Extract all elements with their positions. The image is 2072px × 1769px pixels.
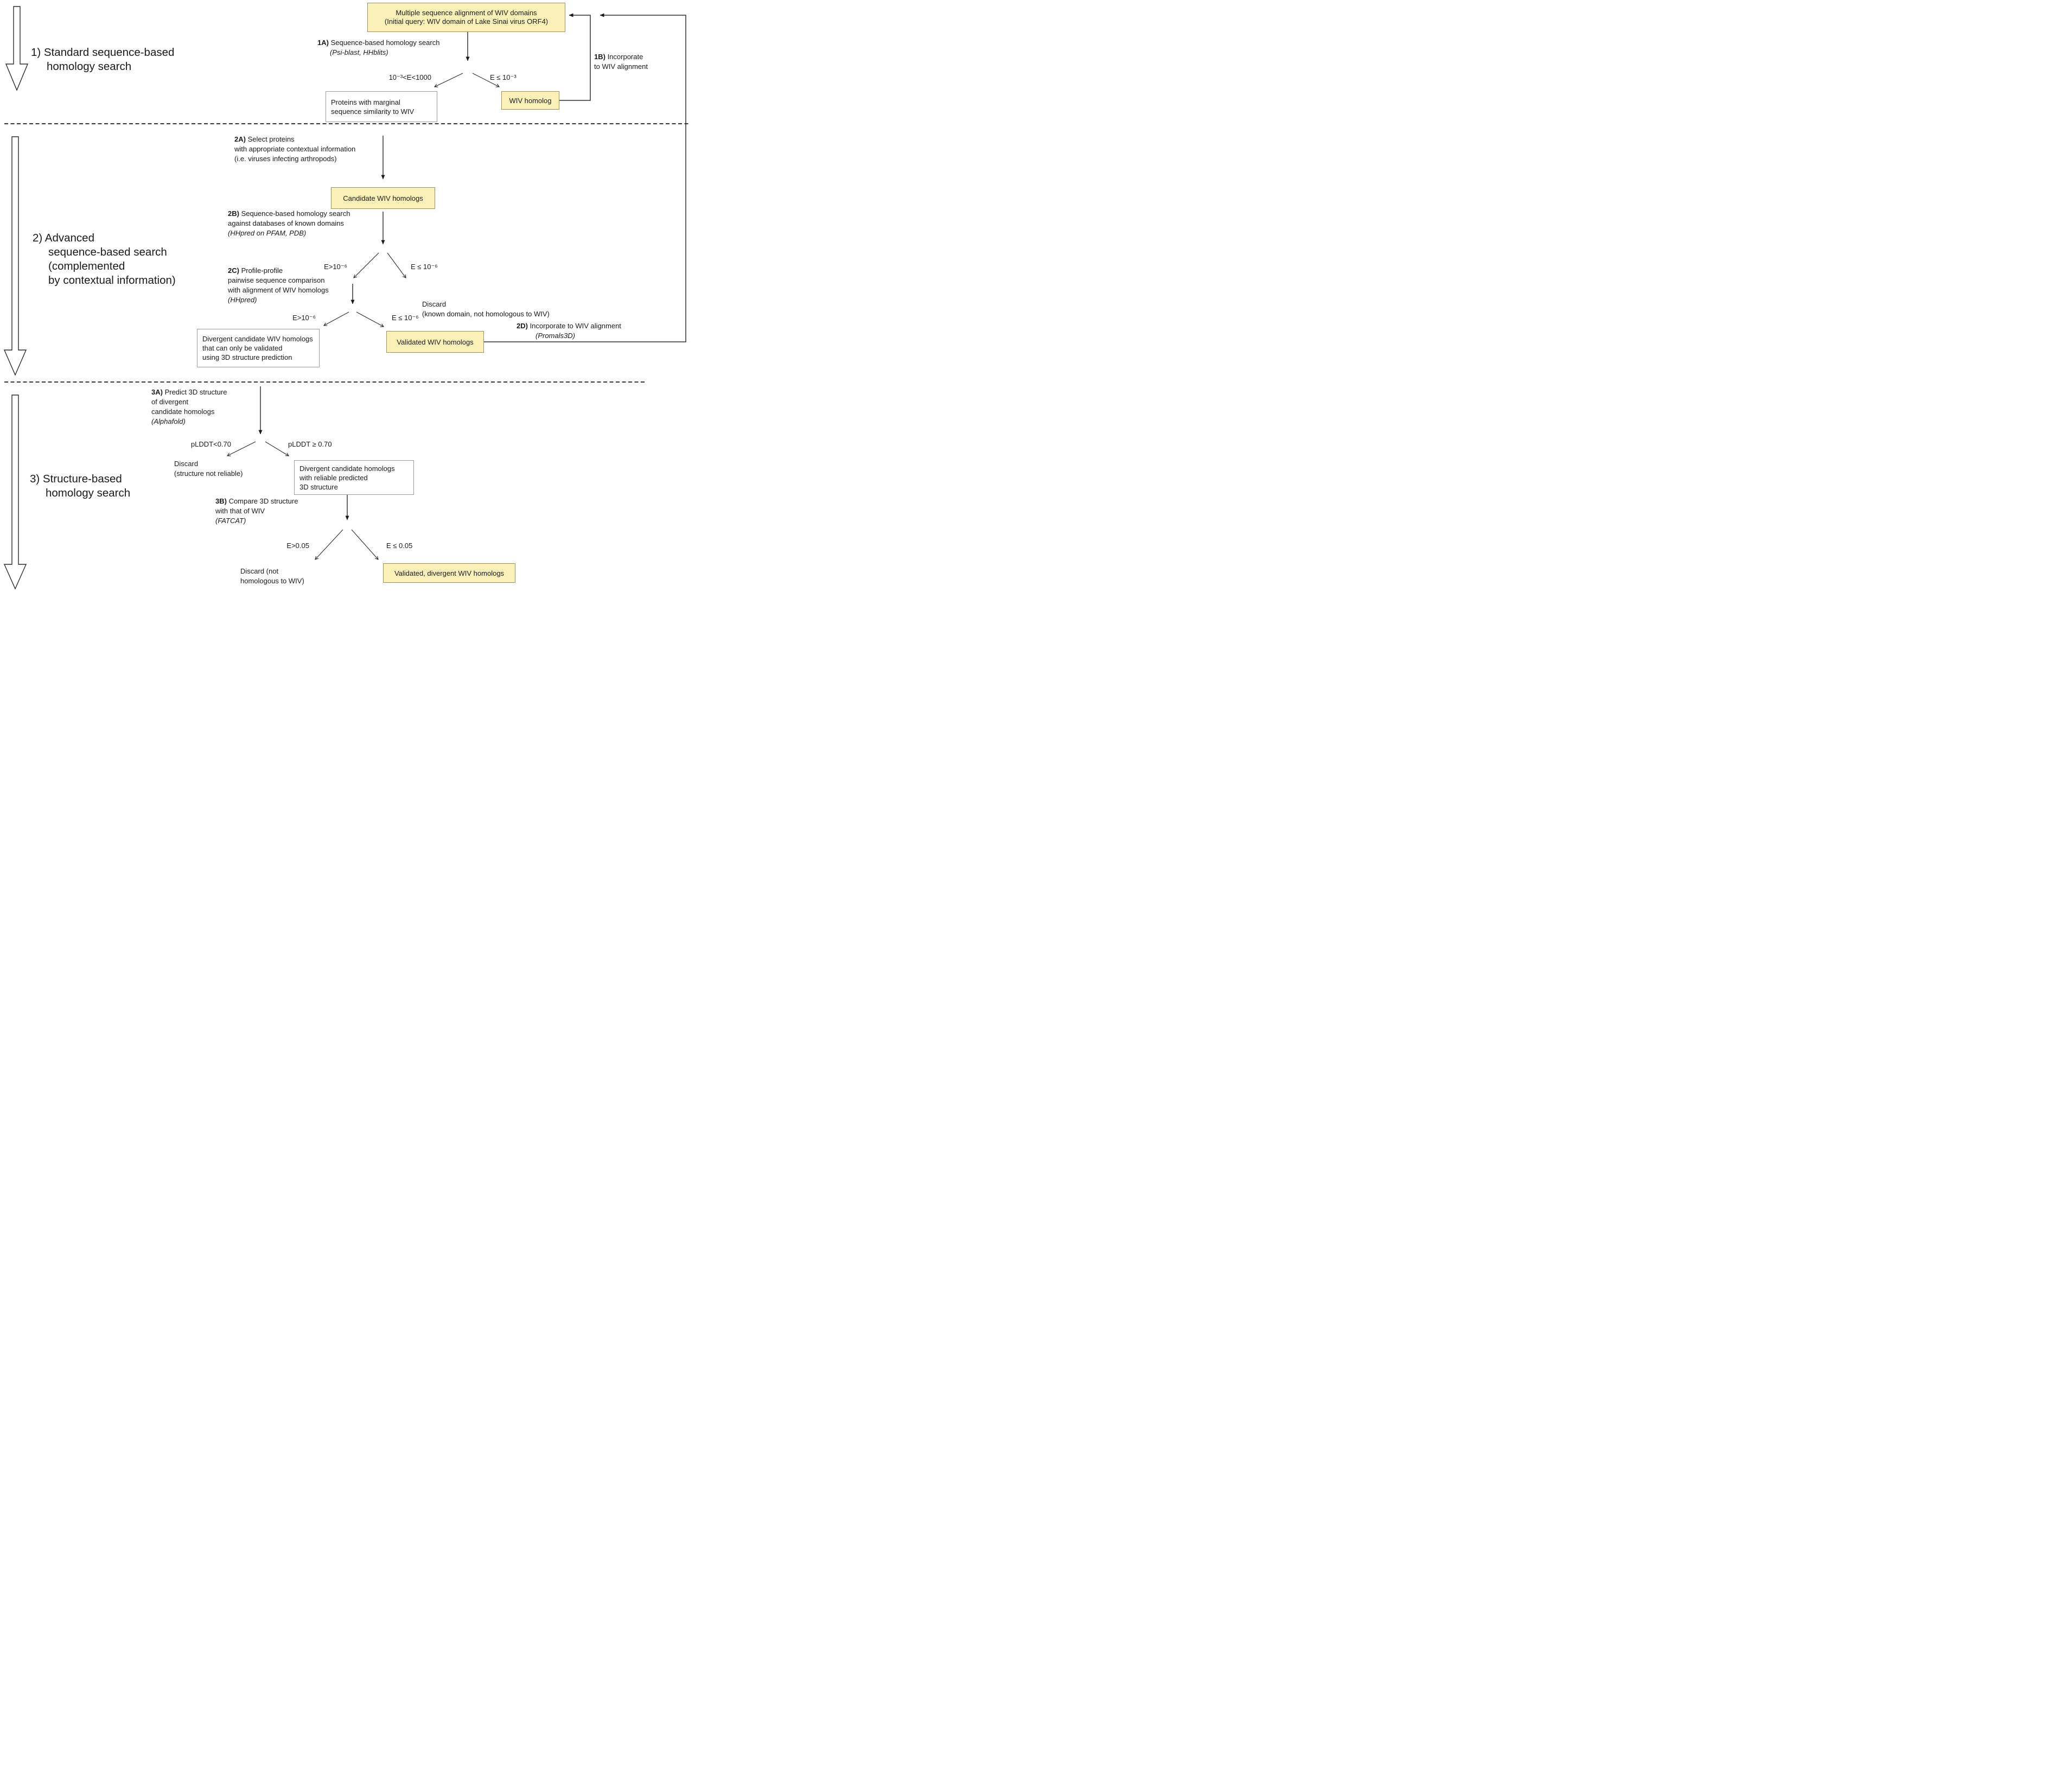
node-candidate-wiv-homologs [331, 187, 435, 209]
node-msa-of-wiv-domains [367, 3, 565, 32]
step-3a-text2: of divergent [151, 398, 188, 406]
step-1b-label [594, 52, 648, 72]
section3-label-line1: 3) Structure-based [30, 473, 122, 485]
note-discard2-line2: (known domain, not homologous to WIV) [422, 310, 550, 318]
step-2d-id: 2D) [517, 322, 528, 330]
step-3b-label [215, 497, 298, 526]
step-2d-text1: Incorporate to WIV alignment [527, 322, 621, 330]
node-msa-line1: Multiple sequence alignment of WIV domains [396, 9, 537, 17]
branch-label-1a-marginal: 10⁻³<E<1000 [388, 73, 431, 81]
branch-label-2b-evalue-low: E ≤ 10⁻⁶ [411, 263, 438, 271]
step-2a-id: 2A) [234, 135, 246, 143]
node-validated-wiv-homologs [386, 331, 484, 353]
node-reliable-line2: with reliable predicted [299, 473, 368, 482]
section2-progress-arrow [4, 137, 26, 375]
branch-3b-evalue-low [352, 530, 378, 559]
section2-label-line4: by contextual information) [48, 274, 176, 287]
node-wiv-homolog-text: WIV homolog [509, 96, 552, 105]
note-discard-structure-unreliable [174, 459, 243, 479]
node-divergent-candidates [197, 329, 320, 367]
node-proteins-line1: Proteins with marginal [331, 98, 400, 106]
step-2a-text2: with appropriate contextual information [234, 145, 356, 153]
step-3a-tool: (Alphafold) [151, 417, 186, 425]
node-proteins-marginal-similarity [326, 91, 437, 122]
node-divergent-line2: that can only be validated [202, 344, 283, 352]
branch-label-3b-evalue-low: E ≤ 0.05 [386, 542, 413, 550]
note-discard4-line1: Discard (not [240, 567, 279, 575]
branch-2c-evalue-low [356, 312, 384, 327]
node-reliable-line3: 3D structure [299, 482, 338, 491]
step-1a-label [317, 38, 439, 58]
step-2b-text1: Sequence-based homology search [239, 209, 350, 218]
step-2b-text2: against databases of known domains [228, 219, 344, 227]
step-2d-label [517, 321, 621, 341]
note-discard-known-domain [422, 300, 550, 319]
step-3a-label [151, 387, 227, 427]
section1-label-line1: 1) Standard sequence-based [31, 46, 175, 59]
branch-label-3a-plddt-low: pLDDT<0.70 [190, 440, 231, 448]
node-candidate-text: Candidate WIV homologs [343, 194, 423, 202]
step-2c-tool: (HHpred) [228, 296, 257, 304]
node-divergent-line1: Divergent candidate WIV homologs [202, 335, 313, 343]
flowchart-canvas [0, 0, 691, 590]
step-2c-text3: with alignment of WIV homologs [228, 286, 329, 294]
step-2c-id: 2C) [228, 266, 239, 275]
step-2a-label [234, 135, 355, 164]
branch-1a-evalue-high [435, 73, 463, 87]
branch-2b-evalue-low [387, 253, 406, 278]
loop-2d-validated-to-msa [484, 15, 686, 342]
section1-label-line2: homology search [47, 60, 132, 73]
node-divergent-line3: using 3D structure prediction [202, 353, 292, 361]
step-3b-text2: with that of WIV [215, 507, 265, 515]
branch-label-2c-evalue-high: E>10⁻⁶ [292, 314, 316, 322]
step-3a-id: 3A) [151, 388, 163, 396]
step-2b-id: 2B) [228, 209, 239, 218]
step-3a-text3: candidate homologs [151, 408, 215, 416]
section2-label-line2: sequence-based search [48, 246, 167, 258]
branch-label-2b-evalue-high: E>10⁻⁶ [324, 263, 347, 271]
node-msa-line2: (Initial query: WIV domain of Lake Sinai virus ORF4) [384, 17, 549, 26]
step-1b-id: 1B) [594, 53, 605, 61]
step-1a-tool: (Psi-blast, HHblits) [330, 48, 388, 56]
step-1b-text2: to WIV alignment [594, 62, 648, 71]
section1-progress-arrow [6, 7, 28, 90]
step-2a-text1: Select proteins [245, 135, 295, 143]
step-2c-text1: Profile-profile [239, 266, 283, 275]
note-discard4-line2: homologous to WIV) [240, 577, 304, 585]
note-discard3-line1: Discard [174, 460, 199, 468]
step-2a-text3: (i.e. viruses infecting arthropods) [234, 155, 337, 163]
step-1b-text1: Incorporate [605, 53, 643, 61]
step-1a-id: 1A) [317, 39, 329, 47]
branch-label-3b-evalue-high: E>0.05 [286, 542, 309, 550]
node-reliable-line1: Divergent candidate homologs [299, 464, 395, 473]
node-final-text: Validated, divergent WIV homologs [394, 569, 505, 577]
branch-label-3a-plddt-high: pLDDT ≥ 0.70 [288, 440, 332, 448]
step-2c-text2: pairwise sequence comparison [228, 276, 325, 284]
section2-label [33, 231, 176, 288]
step-3a-text1: Predict 3D structure [162, 388, 227, 396]
note-discard-not-homologous [240, 567, 304, 586]
section2-label-line1: 2) Advanced [33, 232, 94, 244]
node-wiv-homolog [501, 91, 559, 110]
note-discard2-line1: Discard [422, 300, 447, 308]
branch-label-1a-homolog: E ≤ 10⁻³ [490, 73, 517, 81]
step-3b-id: 3B) [215, 497, 227, 505]
section1-label [31, 46, 174, 74]
section2-label-line3: (complemented [48, 260, 125, 272]
branch-3a-plddt-high [265, 442, 289, 456]
section3-progress-arrow [4, 395, 26, 589]
branch-2b-evalue-high [354, 253, 379, 278]
node-proteins-line2: sequence similarity to WIV [331, 107, 415, 116]
node-validated-text: Validated WIV homologs [397, 338, 474, 346]
branch-2c-evalue-high [324, 312, 349, 326]
step-2b-tool: (HHpred on PFAM, PDB) [228, 229, 307, 237]
node-validated-divergent-homologs [383, 563, 515, 583]
branch-label-2c-evalue-low: E ≤ 10⁻⁶ [392, 314, 419, 322]
section3-label [30, 472, 130, 500]
note-discard3-line2: (structure not reliable) [174, 469, 243, 478]
step-3b-tool: (FATCAT) [215, 517, 246, 525]
branch-3b-evalue-high [315, 530, 343, 559]
section3-label-line2: homology search [46, 487, 131, 499]
connector-layer [0, 0, 691, 590]
branch-3a-plddt-low [227, 442, 256, 456]
step-1a-text: Sequence-based homology search [328, 39, 440, 47]
step-2d-tool: (Promals3D) [535, 332, 575, 340]
step-2b-label [228, 209, 350, 238]
step-2c-label [228, 266, 329, 305]
step-3b-text1: Compare 3D structure [226, 497, 298, 505]
node-reliable-3d-structure [294, 460, 414, 495]
